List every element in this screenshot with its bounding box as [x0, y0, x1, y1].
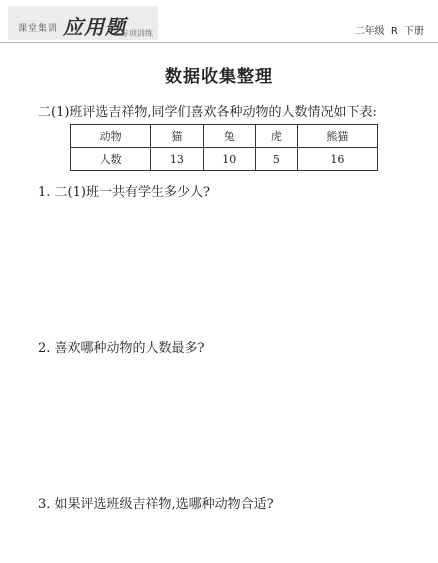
- table-row: [71, 125, 378, 148]
- table-cell: 兔: [203, 125, 255, 148]
- table-cell: 5: [255, 148, 297, 171]
- question-2: 2. 喜欢哪种动物的人数最多?: [38, 341, 205, 356]
- table-cell: 10: [203, 148, 255, 171]
- header-divider: [0, 42, 438, 43]
- table-row: [71, 148, 378, 171]
- problem-intro: 二(1)班评选吉祥物,同学们喜欢各种动物的人数情况如下表:: [38, 105, 377, 120]
- brand-small-text: 课堂集训: [18, 24, 59, 34]
- page-header: [0, 0, 438, 44]
- table-header-cell: 动物: [71, 125, 151, 148]
- page-title: 数据收集整理: [165, 67, 273, 87]
- grade-label: 二年级 R 下册: [354, 26, 424, 37]
- table-cell: 16: [297, 148, 377, 171]
- brand-subtitle: 专项训练: [121, 29, 153, 38]
- table-cell: 13: [151, 148, 203, 171]
- question-1: 1. 二(1)班一共有学生多少人?: [38, 185, 210, 200]
- question-3: 3. 如果评选班级吉祥物,选哪种动物合适?: [38, 497, 274, 512]
- data-table: [70, 124, 378, 171]
- table-cell: 虎: [255, 125, 297, 148]
- table-cell: 猫: [151, 125, 203, 148]
- table-cell: 熊猫: [297, 125, 377, 148]
- table-header-cell: 人数: [71, 148, 151, 171]
- brand-logo: [8, 6, 158, 40]
- brand-title: 应用题: [63, 15, 126, 39]
